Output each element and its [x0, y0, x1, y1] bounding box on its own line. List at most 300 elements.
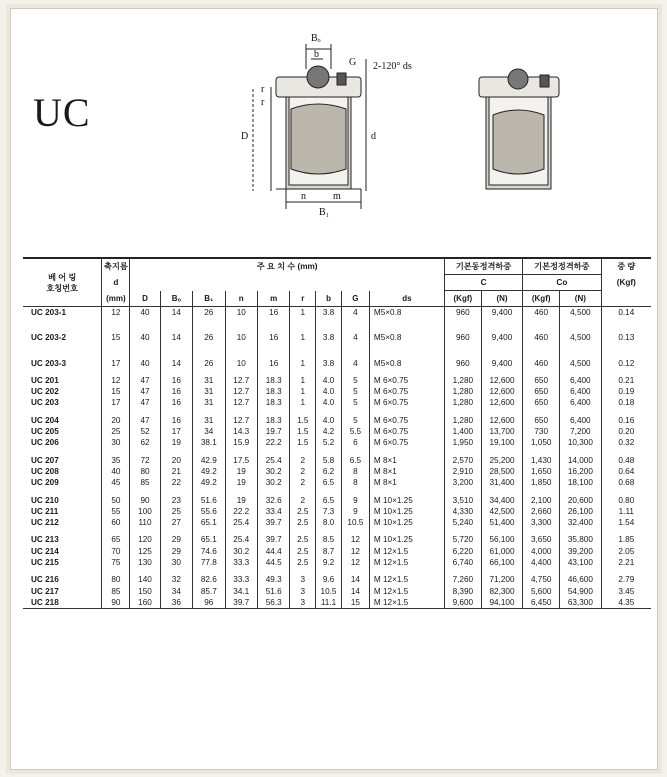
col-m: m — [257, 291, 289, 307]
header-axis-dia: 축지름 — [102, 258, 130, 275]
table-cell: 11.1 — [316, 597, 342, 609]
table-cell: 5.5 — [341, 426, 369, 437]
table-row — [23, 477, 651, 488]
table-cell: 5 — [341, 415, 369, 426]
table-cell: 22.2 — [225, 506, 257, 517]
table-cell: 9 — [341, 506, 369, 517]
table-cell: 16 — [160, 415, 192, 426]
table-cell: 8.0 — [316, 517, 342, 528]
table-cell: 19 — [225, 466, 257, 477]
table-cell: 2.5 — [290, 534, 316, 545]
table-cell: 35 — [102, 455, 130, 466]
table-cell: 49.2 — [193, 466, 225, 477]
table-cell: 160 — [130, 597, 160, 609]
dim-m: m — [333, 191, 341, 202]
table-cell: 150 — [130, 586, 160, 597]
table-cell: 0.13 — [601, 332, 651, 343]
table-cell: 120 — [130, 534, 160, 545]
table-cell: 4,500 — [560, 332, 601, 343]
table-cell: M 12×1.5 — [369, 597, 444, 609]
table-cell: 1.85 — [601, 534, 651, 545]
table-cell: 29 — [160, 534, 192, 545]
table-cell: 100 — [130, 506, 160, 517]
bearing-number-cell: UC 213 — [31, 535, 59, 545]
ball-shape — [307, 66, 329, 88]
table-cell: 460 — [523, 358, 560, 369]
table-cell: 17 — [160, 426, 192, 437]
table-cell: 72 — [130, 455, 160, 466]
table-row — [23, 506, 651, 517]
table-cell: 14 — [160, 332, 192, 343]
set-screw-shape — [337, 73, 346, 85]
bearing-number-cell: UC 203-1 — [31, 308, 67, 317]
table-cell: M 10×1.25 — [369, 506, 444, 517]
table-cell: 33.3 — [225, 557, 257, 568]
dim-b: b — [314, 49, 319, 60]
table-cell: M 12×1.5 — [369, 557, 444, 568]
bearing-number-cell: UC 215 — [31, 558, 59, 568]
table-cell: M 8×1 — [369, 455, 444, 466]
table-cell: 16 — [160, 386, 192, 397]
table-cell: 31 — [193, 397, 225, 408]
table-cell: 22.2 — [257, 437, 289, 448]
table-cell: M 6×0.75 — [369, 437, 444, 448]
header-weight-unit: (Kgf) — [601, 275, 651, 291]
table-cell: 2,910 — [444, 466, 481, 477]
table-cell: 2.5 — [290, 557, 316, 568]
table-cell: 44.4 — [257, 546, 289, 557]
table-cell: 35,800 — [560, 534, 601, 545]
table-cell: 8,390 — [444, 586, 481, 597]
table-row — [23, 307, 651, 319]
table-cell: 26 — [193, 358, 225, 369]
table-cell: 39,200 — [560, 546, 601, 557]
table-cell: 12,600 — [481, 375, 522, 386]
table-cell: 25.4 — [225, 534, 257, 545]
table-cell: 3 — [290, 597, 316, 609]
dim-r2: r — [261, 97, 265, 108]
table-cell: 25.4 — [225, 517, 257, 528]
table-cell: 12.7 — [225, 415, 257, 426]
table-cell: 49.3 — [257, 574, 289, 585]
table-cell: 3,200 — [444, 477, 481, 488]
table-cell: 65 — [102, 534, 130, 545]
table-cell: 12,600 — [481, 397, 522, 408]
table-cell: 14,000 — [560, 455, 601, 466]
table-cell: M5×0.8 — [369, 358, 444, 369]
table-cell: 96 — [193, 597, 225, 609]
bearing-number-cell: UC 206 — [31, 438, 59, 448]
spec-sheet — [10, 8, 658, 770]
table-cell: 25 — [102, 426, 130, 437]
table-cell: 18.3 — [257, 386, 289, 397]
table-cell: 74.6 — [193, 546, 225, 557]
table-cell: 44.5 — [257, 557, 289, 568]
table-cell: 9,600 — [444, 597, 481, 609]
table-cell: 30 — [160, 557, 192, 568]
table-cell: 1 — [290, 358, 316, 369]
table-cell: 1,280 — [444, 386, 481, 397]
table-cell: 2,570 — [444, 455, 481, 466]
table-cell: 19 — [225, 477, 257, 488]
table-cell: 6.2 — [316, 466, 342, 477]
table-cell: 25,200 — [481, 455, 522, 466]
table-cell: 45 — [102, 477, 130, 488]
bearing-number-cell: UC 203 — [31, 398, 59, 408]
table-cell: 26 — [193, 307, 225, 319]
table-cell: 23 — [160, 495, 192, 506]
table-cell: 10 — [225, 358, 257, 369]
table-cell: 12,600 — [481, 415, 522, 426]
dim-d: d — [371, 131, 376, 142]
table-cell: 42.9 — [193, 455, 225, 466]
table-cell: 19 — [160, 437, 192, 448]
table-cell: 8 — [341, 477, 369, 488]
table-cell: 9,400 — [481, 358, 522, 369]
table-cell: 1 — [290, 307, 316, 319]
table-cell: 2.5 — [290, 517, 316, 528]
table-cell: 39.7 — [257, 517, 289, 528]
table-cell: 20 — [160, 455, 192, 466]
table-cell: 1 — [290, 332, 316, 343]
table-cell: 71,200 — [481, 574, 522, 585]
table-cell: 47 — [130, 386, 160, 397]
table-cell: 4.0 — [316, 397, 342, 408]
col-Bo: Bₒ — [160, 291, 192, 307]
table-cell: 1,050 — [523, 437, 560, 448]
table-cell: 2.79 — [601, 574, 651, 585]
table-cell: 52 — [130, 426, 160, 437]
table-cell: 3,650 — [523, 534, 560, 545]
table-row — [23, 557, 651, 568]
table-cell: 51.6 — [257, 586, 289, 597]
table-cell: 12 — [341, 546, 369, 557]
table-cell: 4 — [341, 358, 369, 369]
table-cell: 1,280 — [444, 375, 481, 386]
table-cell: 80 — [102, 574, 130, 585]
table-cell: 33.4 — [257, 506, 289, 517]
table-cell: 0.19 — [601, 386, 651, 397]
table-cell: 26 — [193, 332, 225, 343]
table-cell: 10 — [225, 307, 257, 319]
table-cell: 6,400 — [560, 397, 601, 408]
table-cell: 5,720 — [444, 534, 481, 545]
table-cell: 12,600 — [481, 386, 522, 397]
table-cell: 125 — [130, 546, 160, 557]
table-cell: 4.0 — [316, 386, 342, 397]
table-cell: 12 — [341, 534, 369, 545]
table-row — [23, 375, 651, 386]
bearing-drawing — [231, 19, 591, 219]
table-cell: 1 — [290, 375, 316, 386]
table-cell: 0.21 — [601, 375, 651, 386]
table-cell: 90 — [130, 495, 160, 506]
table-cell: 30.2 — [257, 477, 289, 488]
table-cell: 31 — [193, 375, 225, 386]
table-cell: 6,400 — [560, 386, 601, 397]
table-cell: 0.20 — [601, 426, 651, 437]
table-cell: 0.80 — [601, 495, 651, 506]
table-cell: 4.2 — [316, 426, 342, 437]
table-cell: 4,500 — [560, 307, 601, 319]
table-cell: M 6×0.75 — [369, 397, 444, 408]
table-row — [23, 386, 651, 397]
dim-r1: r — [261, 84, 265, 95]
table-cell: 39.7 — [225, 597, 257, 609]
table-cell: 12 — [341, 557, 369, 568]
table-cell: 17.5 — [225, 455, 257, 466]
table-cell: 90 — [102, 597, 130, 609]
table-row — [23, 574, 651, 585]
bearing-number-cell: UC 210 — [31, 495, 59, 505]
header-weight: 중 량 — [601, 258, 651, 275]
table-cell: 460 — [523, 307, 560, 319]
table-cell: M 12×1.5 — [369, 574, 444, 585]
header-dynamic-symbol: C — [444, 275, 522, 291]
table-cell: 61,000 — [481, 546, 522, 557]
col-ds: ds — [369, 291, 444, 307]
table-cell: 82,300 — [481, 586, 522, 597]
table-cell: 46,600 — [560, 574, 601, 585]
table-cell: M5×0.8 — [369, 307, 444, 319]
table-row — [23, 415, 651, 426]
table-cell: 6,400 — [560, 415, 601, 426]
table-cell: 21 — [160, 466, 192, 477]
table-cell: 49.2 — [193, 477, 225, 488]
table-cell: 40 — [130, 307, 160, 319]
table-cell: 6,400 — [560, 375, 601, 386]
table-cell: 2.21 — [601, 557, 651, 568]
table-cell: 80 — [130, 466, 160, 477]
table-cell: 960 — [444, 307, 481, 319]
table-cell: 3.45 — [601, 586, 651, 597]
table-cell: 42,500 — [481, 506, 522, 517]
table-cell: M 12×1.5 — [369, 586, 444, 597]
table-row — [23, 586, 651, 597]
table-cell: 40 — [130, 358, 160, 369]
table-cell: 34 — [160, 586, 192, 597]
table-cell: 2.05 — [601, 546, 651, 557]
header-static-load: 기본정정격하중 — [523, 258, 601, 275]
table-cell: 3 — [290, 586, 316, 597]
table-cell: 110 — [130, 517, 160, 528]
header-static-symbol: Co — [523, 275, 601, 291]
bearing-number-cell: UC 204 — [31, 415, 59, 425]
table-cell: 31 — [193, 386, 225, 397]
table-cell: 4 — [341, 307, 369, 319]
table-cell: 8.7 — [316, 546, 342, 557]
table-cell: 60 — [102, 517, 130, 528]
table-cell: 0.48 — [601, 455, 651, 466]
header-main-dims: 주 요 치 수 (mm) — [130, 258, 444, 275]
table-cell: 1,850 — [523, 477, 560, 488]
table-cell: 8.5 — [316, 534, 342, 545]
col-c-n: (N) — [481, 291, 522, 307]
table-cell: 6,220 — [444, 546, 481, 557]
col-b: b — [316, 291, 342, 307]
table-cell: 34 — [193, 426, 225, 437]
bearing-number-cell: UC 202 — [31, 387, 59, 397]
table-cell: 2 — [290, 477, 316, 488]
spec-table — [23, 257, 651, 609]
table-cell: 4,750 — [523, 574, 560, 585]
table-cell: 18.3 — [257, 415, 289, 426]
dim-ds: 2-120° ds — [373, 61, 412, 72]
table-row — [23, 517, 651, 528]
table-cell: 4.35 — [601, 597, 651, 609]
table-cell: 1.5 — [290, 437, 316, 448]
table-cell: 14.3 — [225, 426, 257, 437]
table-cell: 25.4 — [257, 455, 289, 466]
table-row — [23, 597, 651, 609]
table-cell: 55 — [102, 506, 130, 517]
table-row — [23, 546, 651, 557]
table-cell: 14 — [160, 358, 192, 369]
dim-n: n — [301, 191, 306, 202]
table-cell: 65.1 — [193, 517, 225, 528]
table-cell: 2.5 — [290, 546, 316, 557]
table-cell: 85.7 — [193, 586, 225, 597]
table-cell: 9.2 — [316, 557, 342, 568]
table-cell: 650 — [523, 386, 560, 397]
table-cell: 3.8 — [316, 307, 342, 319]
table-cell: 36 — [160, 597, 192, 609]
table-cell: 30 — [102, 437, 130, 448]
dim-g: G — [349, 57, 357, 68]
table-cell: 1,400 — [444, 426, 481, 437]
table-cell: 730 — [523, 426, 560, 437]
table-cell: 7,260 — [444, 574, 481, 585]
table-cell: 75 — [102, 557, 130, 568]
table-cell: 0.16 — [601, 415, 651, 426]
table-cell: 9.6 — [316, 574, 342, 585]
table-cell: 20 — [102, 415, 130, 426]
bearing-number-cell: UC 212 — [31, 518, 59, 528]
table-cell: 40 — [102, 466, 130, 477]
table-cell: 1.11 — [601, 506, 651, 517]
table-cell: 0.32 — [601, 437, 651, 448]
table-cell: 20,600 — [560, 495, 601, 506]
table-cell: 94,100 — [481, 597, 522, 609]
table-cell: 30.2 — [257, 466, 289, 477]
table-cell: 15 — [102, 332, 130, 343]
col-c-kgf: (Kgf) — [444, 291, 481, 307]
table-cell: 85 — [102, 586, 130, 597]
table-cell: 12 — [102, 375, 130, 386]
table-cell: 12.7 — [225, 375, 257, 386]
table-cell: 650 — [523, 415, 560, 426]
table-cell: 47 — [130, 397, 160, 408]
table-cell: 1.5 — [290, 415, 316, 426]
table-cell: 5 — [341, 397, 369, 408]
table-cell: 26,100 — [560, 506, 601, 517]
table-cell: 31,400 — [481, 477, 522, 488]
table-cell: M 6×0.75 — [369, 415, 444, 426]
table-cell: 56.3 — [257, 597, 289, 609]
table-cell: 13,700 — [481, 426, 522, 437]
table-cell: 0.12 — [601, 358, 651, 369]
bearing-number-cell: UC 201 — [31, 375, 59, 385]
table-cell: M 10×1.25 — [369, 534, 444, 545]
table-cell: 32,400 — [560, 517, 601, 528]
header-mm-unit: (mm) — [102, 291, 130, 307]
col-B1: B₁ — [193, 291, 225, 307]
table-cell: 34,400 — [481, 495, 522, 506]
table-cell: 2 — [290, 466, 316, 477]
table-cell: 15 — [341, 597, 369, 609]
bearing-number-cell: UC 214 — [31, 546, 59, 556]
bearing-number-cell: UC 218 — [23, 597, 102, 609]
table-cell: 4.0 — [316, 415, 342, 426]
table-cell: 4,330 — [444, 506, 481, 517]
table-cell: 19,100 — [481, 437, 522, 448]
table-cell: 28,500 — [481, 466, 522, 477]
table-cell: 6.5 — [316, 477, 342, 488]
table-cell: 9,400 — [481, 332, 522, 343]
table-cell: 16 — [160, 397, 192, 408]
table-cell: 650 — [523, 375, 560, 386]
table-cell: 47 — [130, 375, 160, 386]
table-cell: 5.2 — [316, 437, 342, 448]
table-cell: 16 — [257, 332, 289, 343]
table-cell: 18.3 — [257, 375, 289, 386]
table-cell: 1.5 — [290, 426, 316, 437]
table-cell: 0.18 — [601, 397, 651, 408]
table-cell: M 10×1.25 — [369, 495, 444, 506]
table-cell: 12.7 — [225, 397, 257, 408]
table-cell: 34.1 — [225, 586, 257, 597]
table-cell: 4 — [341, 332, 369, 343]
bearing-number-cell: UC 216 — [31, 575, 59, 585]
table-cell: 50 — [102, 495, 130, 506]
bearing-number-cell: UC 209 — [31, 478, 59, 488]
table-cell: M 10×1.25 — [369, 517, 444, 528]
table-cell: 12.7 — [225, 386, 257, 397]
table-cell: 1,950 — [444, 437, 481, 448]
col-G: G — [341, 291, 369, 307]
table-cell: 1 — [290, 386, 316, 397]
table-cell: 25 — [160, 506, 192, 517]
table-row — [23, 397, 651, 408]
table-cell: 3.8 — [316, 332, 342, 343]
table-cell: 4,500 — [560, 358, 601, 369]
table-cell: M 6×0.75 — [369, 426, 444, 437]
table-cell: 66,100 — [481, 557, 522, 568]
table-cell: 10.5 — [341, 517, 369, 528]
table-cell: 17 — [102, 397, 130, 408]
table-cell: 2 — [290, 455, 316, 466]
table-cell: 140 — [130, 574, 160, 585]
table-cell: 460 — [523, 332, 560, 343]
table-row — [23, 495, 651, 506]
table-cell: 9 — [341, 495, 369, 506]
table-cell: 2 — [290, 495, 316, 506]
header-d: d — [102, 275, 130, 291]
table-cell: 14 — [341, 586, 369, 597]
table-cell: 39.7 — [257, 534, 289, 545]
table-cell: 63,300 — [560, 597, 601, 609]
bearing-number-cell: UC 217 — [31, 586, 59, 596]
bearing-number-cell: UC 207 — [31, 455, 59, 465]
table-cell: 960 — [444, 358, 481, 369]
table-cell: 22 — [160, 477, 192, 488]
table-cell: 10 — [225, 332, 257, 343]
dim-b1: B₁ — [319, 207, 330, 218]
table-cell: 16 — [257, 307, 289, 319]
table-cell: 6.5 — [341, 455, 369, 466]
table-cell: 3,510 — [444, 495, 481, 506]
table-cell: 16,200 — [560, 466, 601, 477]
